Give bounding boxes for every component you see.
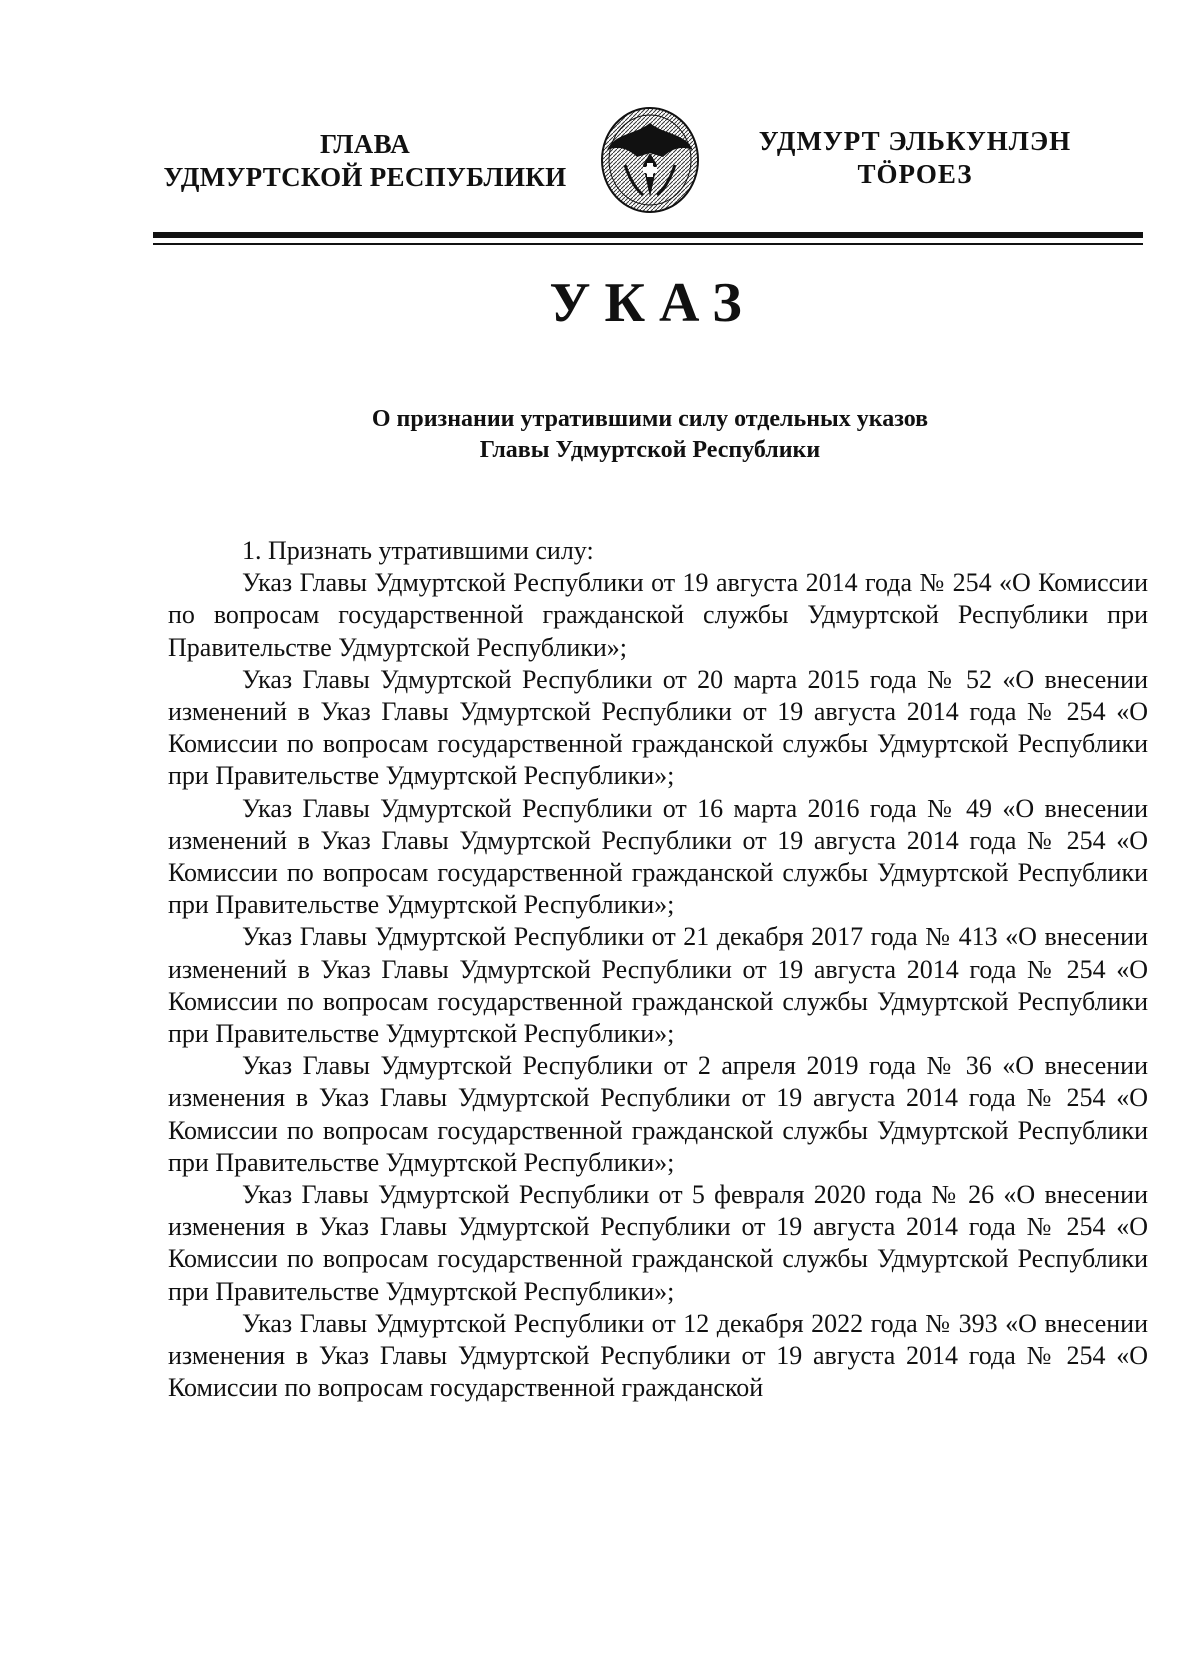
document-subject — [250, 404, 1050, 466]
decree-item: Указ Главы Удмуртской Республики от 16 марта 2016 года № 49 «О внесении изменений в Указ Главы Удмуртской Республики от 19 августа 2014 года № 254 «О Комиссии по вопросам государственной гражданской службы Удмуртской Республики при Правительстве Удмуртской Республики»; — [168, 793, 1148, 920]
decree-item: Указ Главы Удмуртской Республики от 21 декабря 2017 года № 413 «О внесении изменений в Указ Главы Удмуртской Республики от 19 августа 2014 года № 254 «О Комиссии по вопросам государственной гражданской службы Удмуртской Республики при Правительстве Удмуртской Республики»; — [168, 922, 1148, 1049]
issuer-line-2: УДМУРТСКОЙ РЕСПУБЛИКИ — [163, 162, 567, 192]
document-body — [168, 535, 1148, 1404]
subject-line-2: Главы Удмуртской Республики — [479, 437, 821, 463]
header-divider-thick — [153, 232, 1143, 238]
decree-item: Указ Главы Удмуртской Республики от 5 февраля 2020 года № 26 «О внесении изменения в Указ Главы Удмуртской Республики от 19 августа 2014 года № 254 «О Комиссии по вопросам государственной гражданской службы Удмуртской Республики при Правительстве Удмуртской Республики»; — [168, 1180, 1148, 1306]
header-divider-thin — [153, 243, 1143, 245]
issuer-header-russian — [145, 128, 585, 194]
issuer-line-udm-2: ТӦРОЕЗ — [857, 159, 973, 189]
issuer-line-1: ГЛАВА — [319, 129, 411, 159]
item-intro: 1. Признать утратившими силу: — [242, 536, 594, 565]
issuer-header-udmurt — [730, 125, 1100, 191]
decree-item: Указ Главы Удмуртской Республики от 20 марта 2015 года № 52 «О внесении изменений в Указ Главы Удмуртской Республики от 19 августа 2014 года № 254 «О Комиссии по вопросам государственной гражданской службы Удмуртской Республики при Правительстве Удмуртской Республики»; — [168, 664, 1148, 791]
decree-item: Указ Главы Удмуртской Республики от 2 апреля 2019 года № 36 «О внесении изменения в Указ Главы Удмуртской Республики от 19 августа 2014 года № 254 «О Комиссии по вопросам государственной гражданской службы Удмуртской Республики при Правительстве Удмуртской Республики»; — [168, 1051, 1148, 1177]
subject-line-1: О признании утратившими силу отдельных указов — [371, 406, 929, 432]
decree-item: Указ Главы Удмуртской Республики от 19 августа 2014 года № 254 «О Комиссии по вопросам государственной гражданской службы Удмуртской Республики при Правительстве Удмуртской Республики»; — [168, 568, 1148, 662]
document-title: УКАЗ — [549, 272, 756, 334]
udmurt-coat-of-arms-icon — [585, 105, 715, 215]
decree-item: Указ Главы Удмуртской Республики от 12 декабря 2022 года № 393 «О внесении изменения в Указ Главы Удмуртской Республики от 19 августа 2014 года № 254 «О Комиссии по вопросам государственной гражданской — [168, 1308, 1148, 1403]
issuer-line-udm-1: УДМУРТ ЭЛЬКУНЛЭН — [758, 126, 1072, 156]
